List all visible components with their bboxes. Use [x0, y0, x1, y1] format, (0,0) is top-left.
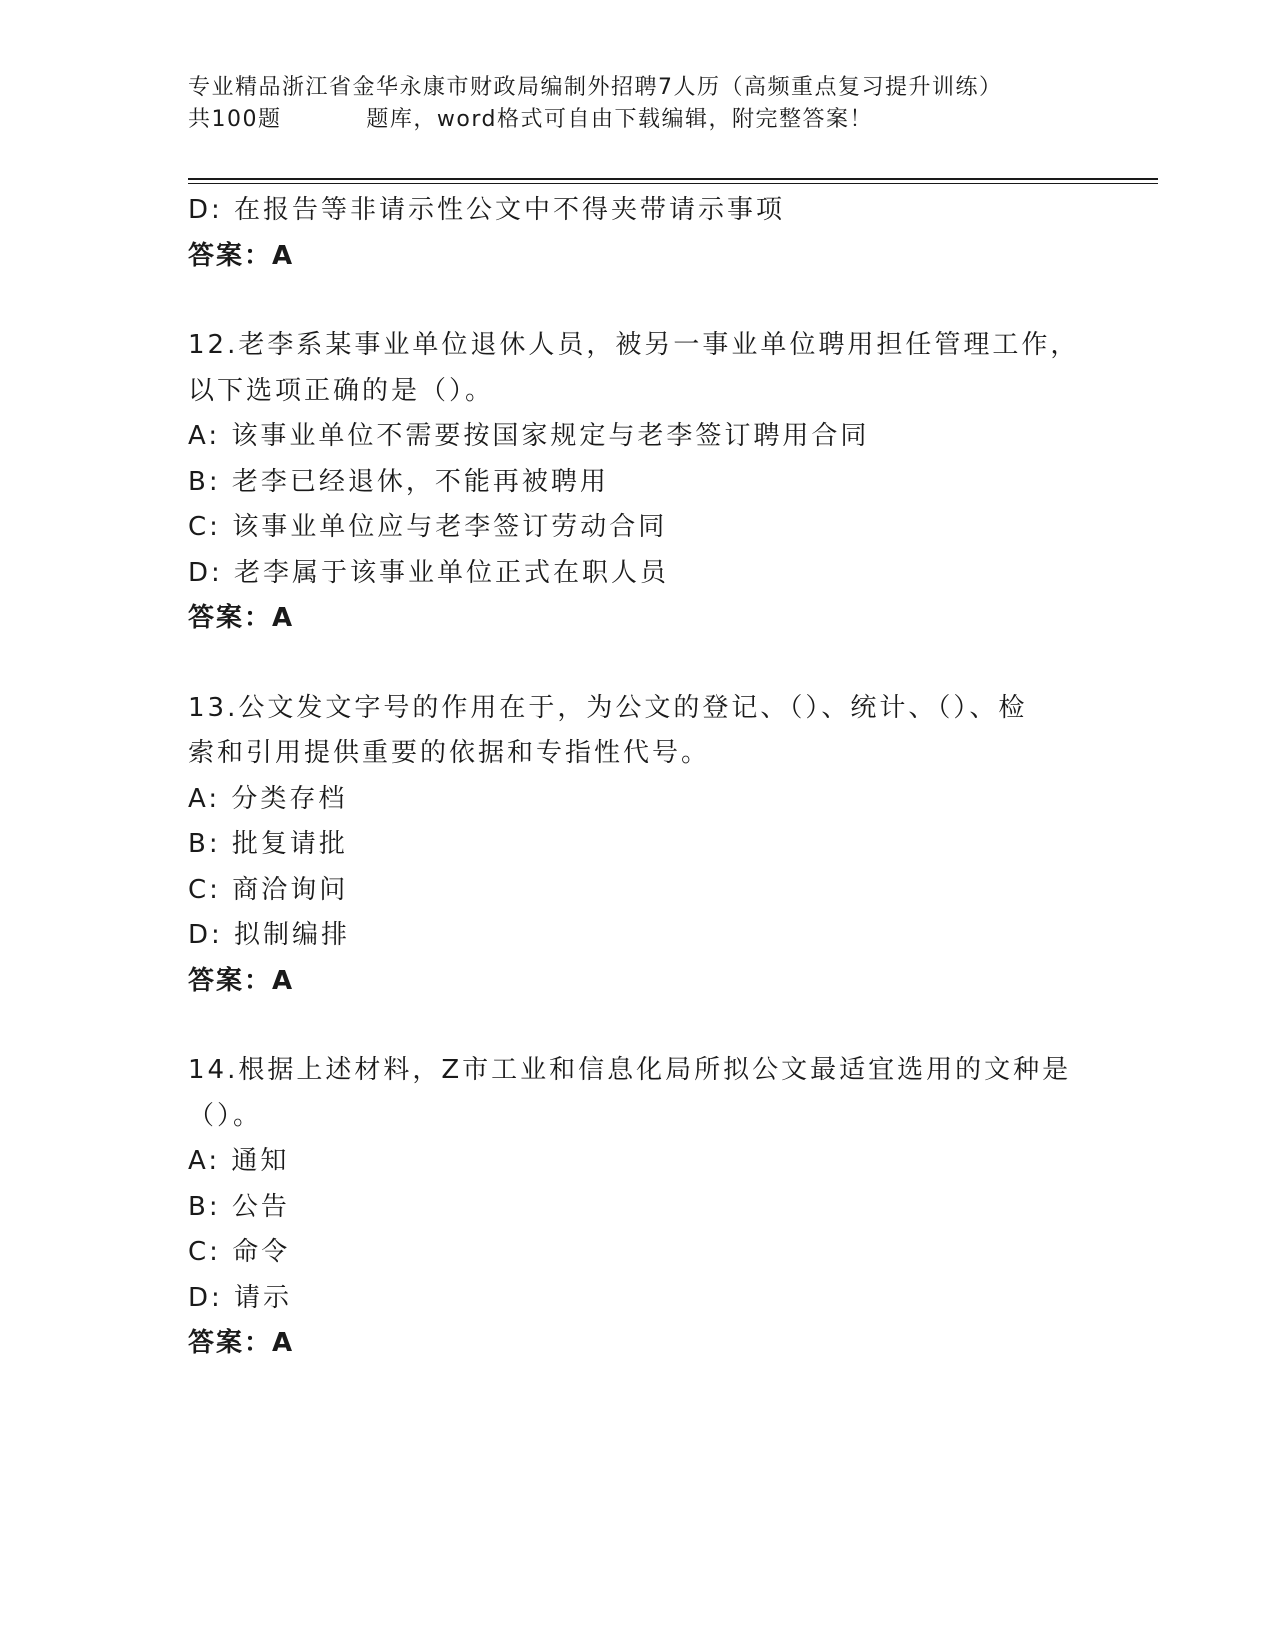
option-text: 商洽询问: [232, 874, 349, 905]
option-d: [188, 913, 1108, 959]
option-label: C:: [188, 874, 233, 905]
option-text: 通知: [231, 1146, 290, 1176]
option-c: [188, 868, 1108, 914]
block-spacer: [188, 642, 1108, 686]
option-text: 该事业单位应与老李签订劳动合同: [232, 512, 668, 542]
question-text-continued: 以下选项正确的是（）。: [188, 375, 495, 406]
question-text-continued: 索和引用提供重要的依据和专指性代号。: [188, 738, 711, 768]
option-text: 老李已经退休，不能再被聘用: [231, 466, 609, 497]
option-c: [188, 1230, 1108, 1276]
question-text: 14.根据上述材料，Z市工业和信息化局所拟公文最适宜选用的文种是: [188, 1055, 1072, 1085]
option-label: C:: [188, 1237, 233, 1267]
block-spacer: [188, 279, 1108, 323]
option-label: D:: [188, 920, 235, 950]
header-divider-thick: [188, 178, 1158, 180]
question-content: [188, 188, 1108, 1367]
option-text: 请示: [234, 1282, 293, 1313]
option-label: C:: [188, 512, 233, 542]
question-block: [188, 188, 1108, 279]
option-text: 分类存档: [231, 783, 348, 814]
option-a: [188, 1139, 1108, 1185]
option-text: 在报告等非请示性公文中不得夹带请示事项: [234, 195, 786, 225]
block-spacer: [188, 1004, 1108, 1048]
question-text: 13.公文发文字号的作用在于，为公文的登记、（）、统计、（）、检: [188, 692, 1028, 723]
header-subtitle-line: 共100题 题库，word格式可自由下载编辑，附完整答案！: [188, 107, 874, 132]
option-label: B:: [188, 466, 232, 497]
option-text: 老李属于该事业单位正式在职人员: [234, 557, 670, 588]
question-block: [188, 686, 1108, 1005]
option-label: D:: [188, 195, 235, 225]
question-block: [188, 1048, 1108, 1367]
option-text: 该事业单位不需要按国家规定与老李签订聘用合同: [231, 421, 870, 451]
option-a: [188, 777, 1108, 823]
answer-line: 答案：A: [188, 965, 295, 996]
option-b: [188, 1185, 1108, 1231]
option-d: [188, 551, 1108, 597]
option-d: [188, 1276, 1108, 1322]
option-c: [188, 505, 1108, 551]
answer-line: 答案：A: [188, 603, 295, 633]
answer-line: 答案：A: [188, 240, 295, 271]
option-d: [188, 188, 1108, 234]
header-divider-thin: [188, 183, 1158, 184]
option-a: [188, 414, 1108, 460]
option-text: 公告: [231, 1191, 290, 1222]
option-text: 命令: [232, 1237, 291, 1267]
option-label: D:: [188, 557, 235, 588]
header-title-line: 专业精品浙江省金华永康市财政局编制外招聘7人历（高频重点复习提升训练）: [188, 75, 1003, 100]
option-label: D:: [188, 1282, 235, 1313]
page-header: [188, 72, 1108, 136]
question-text: 12.老李系某事业单位退休人员，被另一事业单位聘用担任管理工作，: [188, 330, 1080, 360]
option-b: [188, 460, 1108, 506]
question-text-continued: （）。: [188, 1100, 263, 1131]
option-label: A:: [188, 1146, 232, 1176]
option-text: 批复请批: [231, 829, 348, 859]
option-label: A:: [188, 783, 232, 814]
option-text: 拟制编排: [234, 920, 351, 950]
question-block: [188, 323, 1108, 642]
option-label: A:: [188, 421, 232, 451]
option-label: B:: [188, 829, 232, 859]
answer-line: 答案：A: [188, 1328, 295, 1358]
option-b: [188, 822, 1108, 868]
option-label: B:: [188, 1191, 232, 1222]
